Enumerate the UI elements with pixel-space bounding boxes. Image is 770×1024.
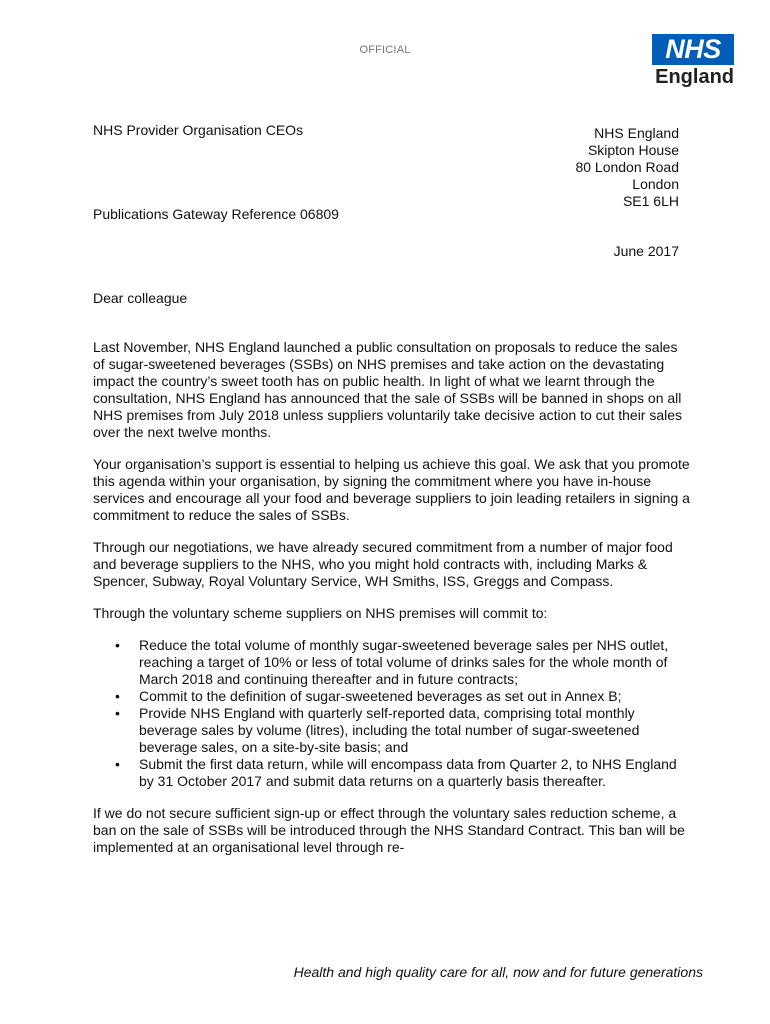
- address-line: Skipton House: [587, 142, 679, 158]
- body-paragraph: Through our negotiations, we have already secured commitment from a number of major food and beverage suppliers to the NHS, who you might hold contracts with, including Marks & Spencer, Subway, Royal Voluntary Service, WH Smiths, ISS, Greggs and Compass.: [93, 539, 673, 589]
- body-paragraph: Your organisation’s support is essential to helping us achieve this goal. We ask that you promote this agenda within your organisation, by signing the commitment where you have in-house services and encourage all your food and beverage suppliers to join leading retailers in signing a commitment to reduce the sales of SSBs.: [93, 456, 690, 523]
- salutation: Dear colleague: [93, 290, 188, 306]
- letter-body: [93, 339, 693, 871]
- list-item: [93, 688, 693, 705]
- list-item-text: Provide NHS England with quarterly self-reported data, comprising total monthly beverage sales by volume (litres), including the total number of sugar-sweetened beverage sales, on a site-by-site basis; and: [139, 705, 640, 755]
- recipient-line: NHS Provider Organisation CEOs: [93, 122, 304, 138]
- list-item-text: Submit the first data return, while will encompass data from Quarter 2, to NHS England by 31 October 2017 and submit data returns on a quarterly basis thereafter.: [139, 756, 677, 789]
- address-line: London: [632, 176, 679, 192]
- nhs-logo-org: England: [655, 66, 734, 88]
- body-paragraph: Through the voluntary scheme suppliers on NHS premises will commit to:: [93, 605, 548, 621]
- address-line: NHS England: [594, 125, 679, 141]
- list-item-text: Reduce the total volume of monthly sugar-sweetened beverage sales per NHS outlet, reaching a target of 10% or less of total volume of drinks sales for the whole month of March 2018 and continuing thereafter and in future contracts;: [139, 637, 669, 687]
- list-item: [93, 705, 693, 756]
- body-paragraph: Last November, NHS England launched a public consultation on proposals to reduce the sales of sugar-sweetened beverages (SSBs) on NHS premises and take action on the devastating impact the country’s sweet tooth has on public health. In light of what we learnt through the consultation, NHS England has announced that the sale of SSBs will be banned in shops on all NHS premises from July 2018 unless suppliers voluntarily take decisive action to cut their sales over the next twelve months.: [93, 339, 683, 440]
- bullet-icon: •: [115, 637, 120, 653]
- address-line: 80 London Road: [575, 159, 679, 175]
- address-line: SE1 6LH: [622, 193, 679, 209]
- list-item: [93, 637, 693, 688]
- classification-label: OFFICIAL: [359, 44, 411, 56]
- bullet-icon: •: [115, 688, 120, 704]
- footer-tagline: Health and high quality care for all, now and for future generations: [293, 964, 703, 980]
- list-item-text: Commit to the definition of sugar-sweetened beverages as set out in Annex B;: [139, 688, 622, 704]
- sender-address: [575, 125, 679, 210]
- body-paragraph: If we do not secure sufficient sign-up or effect through the voluntary sales reduction scheme, a ban on the sale of SSBs will be introduced through the NHS Standard Contract. This ban will be implemented at an organisational level through re-: [93, 805, 685, 855]
- commitment-list: [93, 637, 693, 790]
- nhs-england-logo: [652, 34, 734, 88]
- nhs-logo-box: NHS: [652, 34, 734, 65]
- bullet-icon: •: [115, 705, 120, 721]
- letter-date: June 2017: [613, 243, 679, 259]
- publications-gateway-reference: Publications Gateway Reference 06809: [93, 206, 339, 222]
- list-item: [93, 756, 693, 790]
- bullet-icon: •: [115, 756, 120, 772]
